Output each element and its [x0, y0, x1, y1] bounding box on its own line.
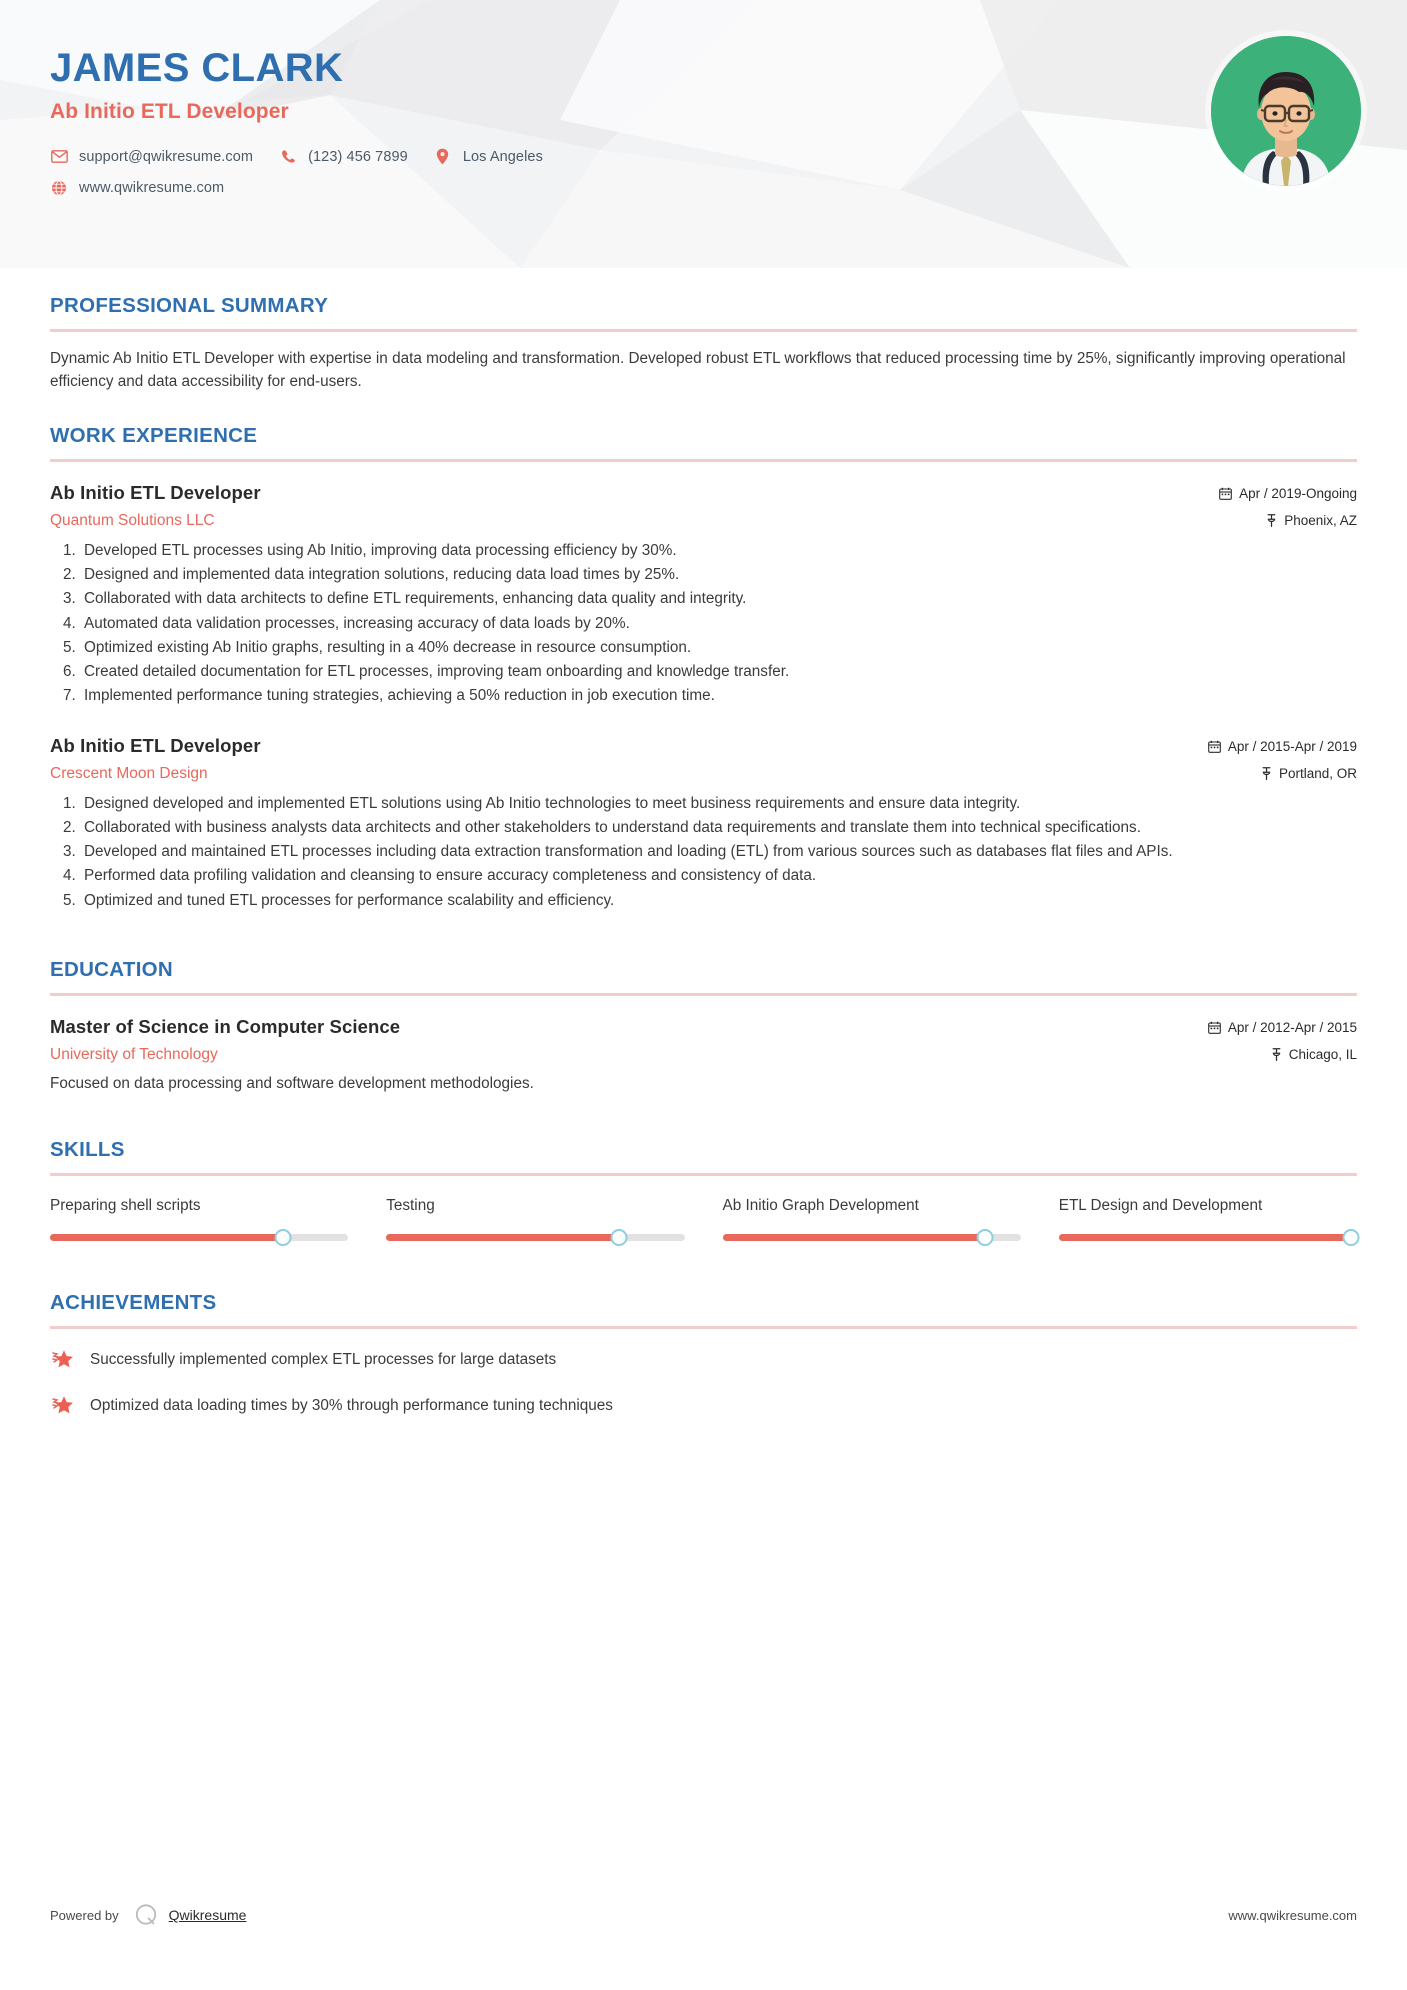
- entry-company: Crescent Moon Design: [50, 764, 208, 782]
- star-icon: [50, 1393, 90, 1419]
- list-item: 1. Developed ETL processes using Ab Initio, improving data processing efficiency by 30%.: [80, 539, 1357, 562]
- section-divider: [50, 459, 1357, 462]
- skill-label: Ab Initio Graph Development: [722, 1196, 919, 1214]
- entry-bullet-list: [80, 792, 1357, 912]
- contact-phone[interactable]: [279, 149, 408, 165]
- resume-body: [0, 294, 1407, 1419]
- list-item: 6. Created detailed documentation for ETL processes, improving team onboarding and knowledge transfer.: [80, 660, 1357, 683]
- entry-date: [1137, 739, 1357, 754]
- skill-fill: [1059, 1234, 1351, 1241]
- skill-knob[interactable]: [976, 1229, 993, 1246]
- contact-email[interactable]: [50, 149, 253, 165]
- entry-date-text: Apr / 2012-Apr / 2015: [1227, 1019, 1357, 1035]
- phone-icon: [279, 149, 297, 164]
- achievement-text: Optimized data loading times by 30% through performance tuning techniques: [90, 1396, 613, 1414]
- skill-knob[interactable]: [274, 1229, 291, 1246]
- profile-photo-illustration: [1211, 36, 1361, 186]
- globe-icon: [50, 180, 68, 196]
- entry-date: [1137, 486, 1357, 501]
- email-icon: [50, 150, 68, 163]
- skill-item: [386, 1195, 684, 1247]
- skill-progress-bar[interactable]: [723, 1229, 1021, 1247]
- section-title-skills: SKILLS: [50, 1137, 125, 1161]
- section-divider: [50, 993, 1357, 996]
- skill-progress-bar[interactable]: [386, 1229, 684, 1247]
- map-pin-icon: [1266, 514, 1277, 527]
- entry-location-text: Phoenix, AZ: [1284, 512, 1357, 528]
- contact-phone-text: (123) 456 7899: [308, 148, 408, 165]
- contact-location-text: Los Angeles: [462, 148, 543, 165]
- map-pin-icon: [1261, 767, 1272, 780]
- contact-website-text: www.qwikresume.com: [79, 180, 225, 196]
- list-item: 1. Designed developed and implemented ETL solutions using Ab Initio technologies to meet business requirements and ensure data integrity.: [80, 792, 1357, 815]
- entry-location: [1137, 766, 1357, 781]
- skill-fill: [723, 1234, 985, 1241]
- list-item: 7. Implemented performance tuning strategies, achieving a 50% reduction in job execution time.: [80, 684, 1357, 707]
- skill-label: ETL Design and Development: [1058, 1196, 1263, 1214]
- calendar-icon: [1219, 487, 1232, 500]
- contact-location: [434, 148, 543, 165]
- list-item: [50, 1393, 1357, 1419]
- map-pin-icon: [1271, 1048, 1282, 1061]
- section-work-experience: [50, 424, 1357, 912]
- section-divider: [50, 1173, 1357, 1176]
- page-footer: [50, 1902, 1357, 1928]
- calendar-icon: [1208, 1021, 1221, 1034]
- entry-date: [1137, 1020, 1357, 1035]
- section-achievements: [50, 1291, 1357, 1419]
- section-professional-summary: [50, 294, 1357, 394]
- location-pin-icon: [434, 148, 452, 165]
- skill-item: [50, 1195, 348, 1247]
- skills-grid: [50, 1195, 1357, 1247]
- entry-location-text: Chicago, IL: [1288, 1046, 1357, 1062]
- section-education: [50, 958, 1357, 1096]
- entry-bullet-list: [80, 539, 1357, 708]
- contact-website[interactable]: [50, 180, 224, 196]
- contact-row-primary: [50, 148, 569, 165]
- skill-fill: [50, 1234, 283, 1241]
- list-item: 2. Collaborated with business analysts data architects and other stakeholders to understand data requirements and translate them into technical specifications.: [80, 816, 1357, 839]
- resume-header: [0, 0, 1407, 268]
- list-item: 5. Optimized and tuned ETL processes for performance scalability and efficiency.: [80, 889, 1357, 912]
- education-entry: [50, 1016, 1357, 1096]
- entry-date-text: Apr / 2019-Ongoing: [1239, 485, 1357, 501]
- list-item: [50, 1347, 1357, 1373]
- entry-degree: Master of Science in Computer Science: [50, 1015, 401, 1037]
- powered-by-label: Powered by: [50, 1907, 119, 1923]
- achievements-list: [50, 1347, 1357, 1419]
- entry-header: [50, 1016, 1357, 1064]
- section-divider: [50, 1326, 1357, 1329]
- skill-knob[interactable]: [610, 1229, 627, 1246]
- entry-company: Quantum Solutions LLC: [50, 511, 215, 529]
- entry-date-text: Apr / 2015-Apr / 2019: [1227, 738, 1357, 754]
- skill-label: Preparing shell scripts: [50, 1196, 201, 1214]
- entry-header: [50, 482, 1357, 530]
- list-item: 3. Collaborated with data architects to define ETL requirements, enhancing data quality and integrity.: [80, 587, 1357, 610]
- entry-description: Focused on data processing and software development methodologies.: [50, 1074, 534, 1092]
- contact-info: [50, 148, 569, 196]
- section-skills: [50, 1138, 1357, 1247]
- qwikresume-logo-icon: [133, 1902, 159, 1928]
- list-item: 5. Optimized existing Ab Initio graphs, resulting in a 40% decrease in resource consumption.: [80, 636, 1357, 659]
- entry-header: [50, 735, 1357, 783]
- skill-progress-bar[interactable]: [50, 1229, 348, 1247]
- qwikresume-brand-link[interactable]: Qwikresume: [168, 1907, 247, 1923]
- calendar-icon: [1208, 740, 1221, 753]
- entry-job-title: Ab Initio ETL Developer: [50, 734, 261, 756]
- job-role-subtitle: Ab Initio ETL Developer: [50, 100, 289, 123]
- entry-location-text: Portland, OR: [1278, 765, 1357, 781]
- experience-entry: [50, 482, 1357, 708]
- section-title-achievements: ACHIEVEMENTS: [50, 1290, 217, 1314]
- skill-item: [1059, 1195, 1357, 1247]
- avatar: [1211, 36, 1361, 186]
- skill-item: [723, 1195, 1021, 1247]
- list-item: 2. Designed and implemented data integration solutions, reducing data load times by 25%.: [80, 563, 1357, 586]
- entry-location: [1137, 1047, 1357, 1062]
- contact-row-website: [50, 180, 569, 196]
- list-item: 4. Performed data profiling validation and cleansing to ensure accuracy completeness and consistency of data.: [80, 864, 1357, 887]
- entry-job-title: Ab Initio ETL Developer: [50, 481, 261, 503]
- summary-text: Dynamic Ab Initio ETL Developer with expertise in data modeling and transformation. Developed robust ETL workflows that reduced processing time by 25%, significantly improving operational efficiency and data accessibility for end-users.: [50, 350, 1346, 390]
- footer-website[interactable]: www.qwikresume.com: [1228, 1907, 1357, 1923]
- skill-knob[interactable]: [1343, 1229, 1360, 1246]
- section-title-summary: PROFESSIONAL SUMMARY: [50, 294, 329, 317]
- achievement-text: Successfully implemented complex ETL processes for large datasets: [90, 1350, 557, 1368]
- entry-location: [1137, 513, 1357, 528]
- star-icon: [50, 1347, 90, 1373]
- page-title: JAMES CLARK: [50, 46, 344, 90]
- skill-progress-bar[interactable]: [1059, 1229, 1357, 1247]
- list-item: 3. Developed and maintained ETL processes including data extraction transformation and loading (ETL) from various sources such as databases flat files and APIs.: [80, 840, 1357, 863]
- entry-school: University of Technology: [50, 1045, 218, 1063]
- skill-label: Testing: [386, 1196, 435, 1214]
- section-title-education: EDUCATION: [50, 957, 174, 981]
- experience-entry: [50, 735, 1357, 912]
- section-divider: [50, 329, 1357, 332]
- contact-email-text: support@qwikresume.com: [79, 148, 254, 165]
- list-item: 4. Automated data validation processes, increasing accuracy of data loads by 20%.: [80, 612, 1357, 635]
- skill-fill: [386, 1234, 619, 1241]
- footer-branding: [50, 1902, 246, 1928]
- section-title-experience: WORK EXPERIENCE: [50, 423, 258, 447]
